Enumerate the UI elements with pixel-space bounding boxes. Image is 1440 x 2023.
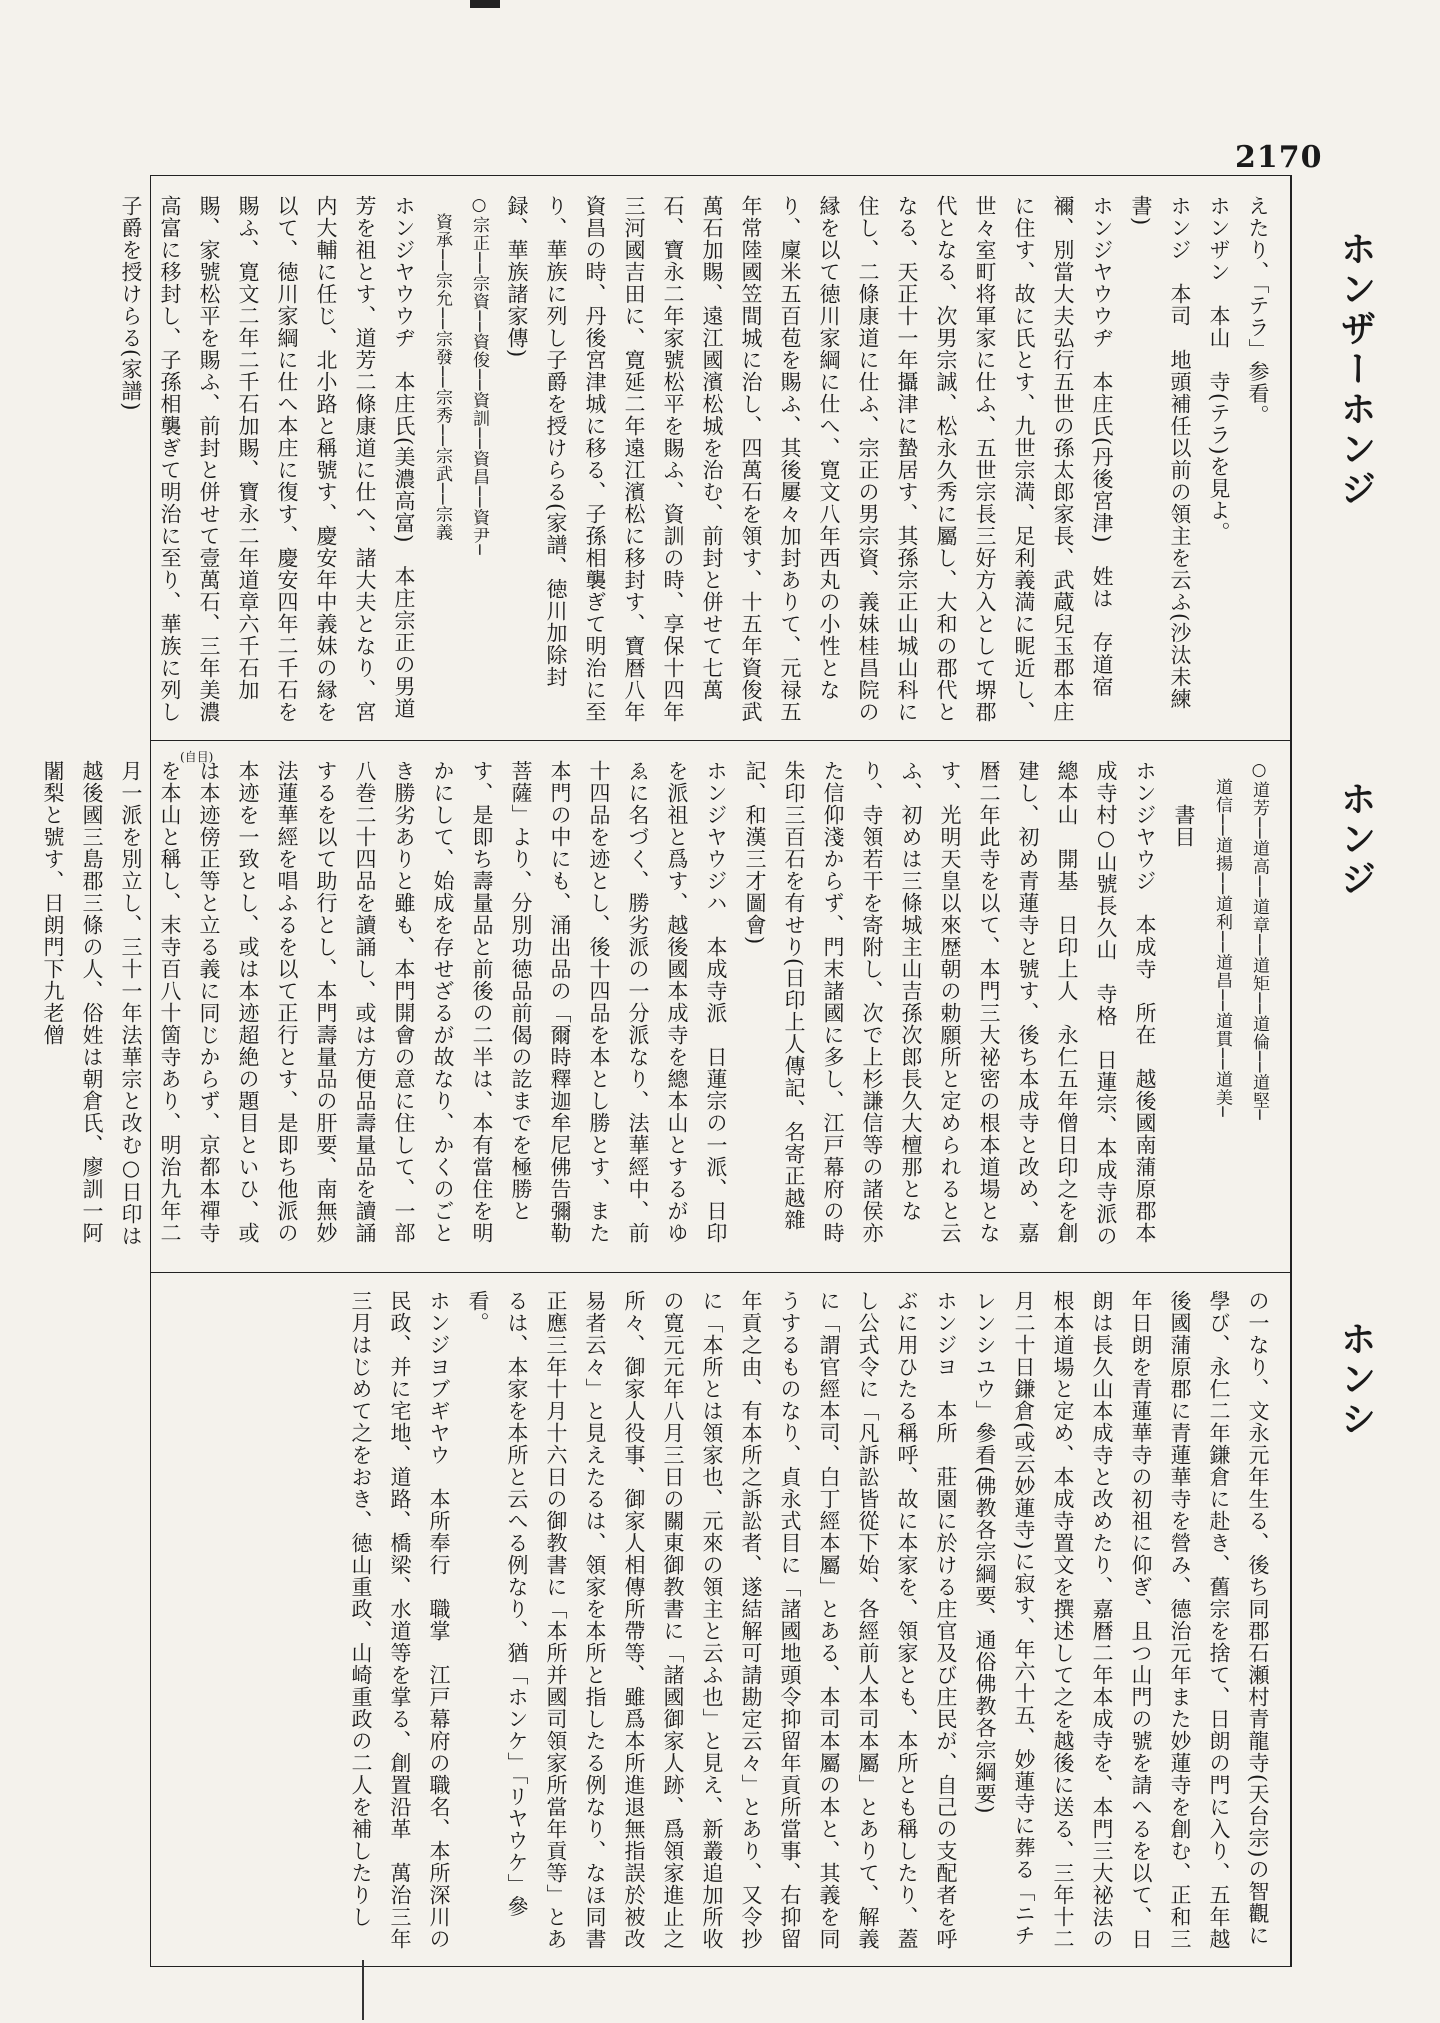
running-head-middle: ホンジ: [1335, 780, 1376, 900]
entry-honjo: ホンジヨ 本所 莊園に於ける庄官及び庄民が、自己の支配者を呼ぶに用ひたる稱呼、故に本家を、領家とも、本所とも稱したり、蓋し公式令に「凡訴訟皆從下始、各經前人本司本屬」とありて、解義に「謂官經本司、白丁經本屬」とある、本司本屬の本と、其義を同うするものなり、貞永式目に「諸國地頭令抑留年貢所當事、右抑留年貢之由、有本所之訴訟者、遂結解可請勘定云々」とあり、又令抄に「本所とは領家也、元來の領主と云ふ也」と見え、新叢追加所收の寛元元年八月三日の關東御教書に「諸國御家人跡、爲領家進止之所々、御家人役事、御家人相傳所帶等、雖爲本所進退無指誤於被改易者云々」と見えたるは、領家を本所と指したる例なり、なほ同書正應三年十月十六日の御教書に「本所并國司領家所當年貢等」とあるは、本家を本所と云へる例なり、猶「ホンケ」「リヤウケ」參看。: [466, 1290, 958, 1950]
entry-honjouji: ホンジヤウジ 本成寺 所在 越後國南蒲原郡本成寺村○山號長久山 寺格 日蓮宗、本成寺派の總本山 開基 日印上人 永仁五年僧日印之を創建し、初め青蓮寺と號す、後ち本成寺と改め、嘉暦二年此寺を以て、本門三大祕密の根本道場となす、光明天皇以來歴朝の勅願所と定められると云ふ、初めは三條城主山吉孫次郎長久大檀那となり、寺領若干を寄附し、次で上杉謙信等の諸侯亦た信仰淺からず、門末諸國に多し、江戸幕府の時朱印三百石を有せり(日印上人傳記、名寄正越雜記、和漢三才圖會): [743, 760, 1157, 1247]
entry-honji: ホンジ 本司 地頭補任以前の領主を云ふ(沙汰未練書): [1129, 195, 1192, 711]
entry-honjou-uji-takatomi: ホンジヤウウヂ 本庄氏(美濃高富) 本庄宗正の男道芳を祖とす、道芳二條康道に仕へ、諸大夫となり、宮内大輔に任じ、北小路と稱號す、慶安年中義妹の縁を以て、徳川家綱に仕へ本庄に復す、慶安四年二千石を賜ふ、寛文二年二千石加賜、寶永二年道章六千石加賜、家號松平を賜ふ、前封と併せて壹萬石、三年美濃高富に移封し、子孫相襲ぎて明治に至り、華族に列し子爵を授けらる(家譜): [119, 195, 416, 723]
genealogy-line-3: ○道芳──道高──道章──道矩──道倫──道堅─: [1249, 760, 1269, 1121]
section-divider-1: [150, 740, 1292, 741]
section-divider-2: [150, 1272, 1292, 1273]
genealogy-line-2: 資承──宗允──宗發──宗秀──宗武──宗義: [432, 195, 452, 542]
top-edge-mark: [470, 0, 500, 8]
running-head-bottom: ホンシ: [1335, 1320, 1376, 1440]
entry-honjo-bugyou: ホンジヨブギヤウ 本所奉行 職掌 江戸幕府の職名、本所深川の民政、并に宅地、道路、橋梁、水道等を掌る、創置沿革 萬治三年三月はじめて之をおき、徳山重政、山崎重政の二人を補したりし: [349, 1290, 451, 1950]
genealogy-line-1: ○宗正──宗資──資俊──資訓──資昌──資尹─: [469, 195, 489, 556]
entry-honjou-uji-miyazu: ホンジヤウウヂ 本庄氏(丹後宮津) 姓は 存道宿禰、別當大夫弘行五世の孫太郎家長、武蔵兒玉郡本庄に住す、故に氏とす、九世宗満、足利義満に昵近し、世々室町将軍家に仕ふ、五世宗長三好方入として堺郡代となる、次男宗誠、松永久秀に屬し、大和の郡代となる、天正十一年攝津に蟄居す、其孫宗正山城山科に住し、二條康道に仕ふ、宗正の男宗資、義妹桂昌院の縁を以て徳川家綱に仕へ、寛文八年西丸の小性となり、廩米五百苞を賜ふ、其後屢々加封ありて、元禄五年常陸國笠間城に治し、四萬石を領す、十五年資俊武萬石加賜、遠江國濱松城を治む、前封と併せて七萬石、寶永二年家號松平を賜ふ、資訓の時、享保十四年三河國吉田に、寛延二年遠江濱松に移封す、寶暦八年資昌の時、丹後宮津城に移る、子孫相襲ぎて明治に至り、華族に列し子爵を授けらる(家譜、徳川加除封録、華族諸家傳): [505, 195, 1114, 723]
running-head-top: ホンザーホンジ: [1335, 230, 1376, 510]
entry-honzan: ホンザン 本山 寺(テラ)を見よ。: [1207, 195, 1231, 544]
genealogy-line-4: 道信──道揚──道利──道昌──道貫──道美─: [1212, 760, 1232, 1118]
middle-section-text: [41, 760, 1277, 1260]
running-head-divider: [1290, 175, 1291, 1967]
page-number: 2170: [1235, 140, 1323, 175]
entry-continuation: の一なり、文永元年生る、後ち同郡石瀬村青龍寺(天台宗)の智觀に學び、永仁二年鎌倉に赴き、舊宗を捨て、日朗の門に入り、五年越後國蒲原郡に青蓮華寺を營み、德治元年また妙蓮寺を創む、正和三年日朗を青蓮華寺の初祖に仰ぎ、且つ山門の號を請へるを以て、日朗は長久山本成寺と改めたり、嘉暦二年本成寺を、本門三大祕法の根本道場と定め、本成寺置文を撰述して之を越後に送る、三年十二月二十日鎌倉(或云妙蓮寺)に寂す、年六十五、妙蓮寺に葬る「ニチレンシユウ」參看(佛教各宗綱要、通俗佛教各宗綱要): [973, 1290, 1270, 1950]
entry-honjouji-ha: ホンジヤウジハ 本成寺派 日蓮宗の一派、日印を派祖と爲す、越後國本成寺を總本山とするがゆゑに名づく、勝劣派の一分派なり、法華經中、前十四品を迹とし、後十四品を本とし勝とす、また本門の中にも、涌出品の「爾時釋迦牟尼佛告彌勒菩薩」より、分別功徳品前偈の訖までを極勝とす、是即ち壽量品と前後の二半は、本有當住を明かにして、始成を存せざるが故なり、かくのごとき勝劣ありと雖も、本門開會の意に住して、一部八巻二十四品を讀誦し、或は方便品壽量品を讀誦するを以て助行とし、本門壽量品の肝要、南無妙法蓮華經を唱ふるを以て正行とす、是即ち他派の本迹を一致とし、或は本迹超絶の題目といひ、或は本迹傍正等と立る義に同じからず、京都本禪寺を本山と稱し、末寺百八十箇寺あり、明治九年二月一派を別立し、三十一年法華宗と改む○日印は越後國三島郡三條の人、俗姓は朝倉氏、廖訓一阿闍梨と號す、日朗門下九老僧: [41, 760, 728, 1247]
footnote-mark: (自目): [180, 750, 214, 764]
bottom-section-text: [172, 1290, 1277, 1955]
source-mark: 書目: [1172, 760, 1196, 848]
entry-text: えたり、「テラ」参看。: [1246, 195, 1270, 427]
top-section-text: [119, 195, 1277, 730]
bottom-edge-mark: [362, 1960, 364, 2020]
